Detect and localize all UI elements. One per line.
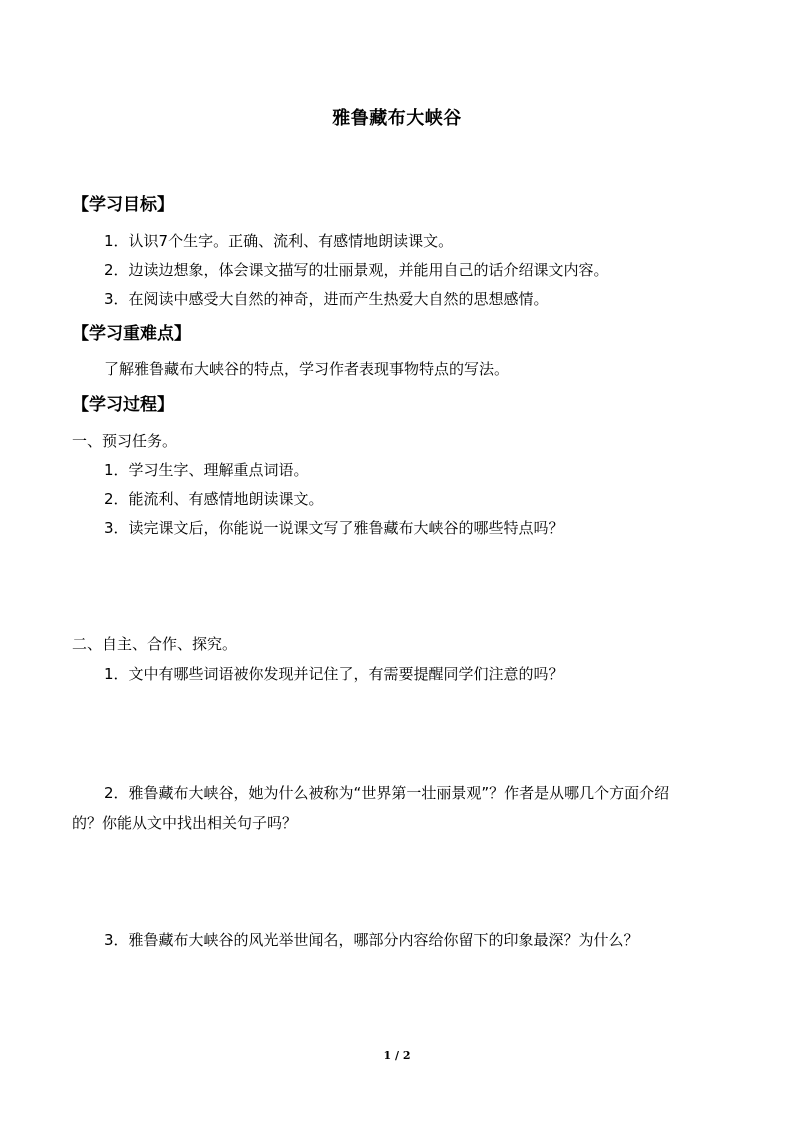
part1-item-1: 1．学习生字、理解重点词语。: [104, 461, 309, 479]
section-heading-goals: 【学习目标】: [72, 195, 174, 215]
key-points-text: 了解雅鲁藏布大峡谷的特点，学习作者表现事物特点的写法。: [104, 360, 510, 378]
part2-question-2-line2: 的？你能从文中找出相关句子吗？: [72, 814, 298, 832]
goal-item-3: 3．在阅读中感受大自然的神奇，进而产生热爱大自然的思想感情。: [104, 290, 549, 308]
part2-title: 二、自主、合作、探究。: [72, 635, 238, 653]
page-number: 1 / 2: [383, 1049, 411, 1062]
section-heading-key-points: 【学习重难点】: [72, 324, 191, 344]
section-heading-process: 【学习过程】: [72, 395, 174, 415]
part1-item-3: 3．读完课文后，你能说一说课文写了雅鲁藏布大峡谷的哪些特点吗？: [104, 519, 564, 537]
goal-item-2: 2．边读边想象，体会课文描写的壮丽景观，并能用自己的话介绍课文内容。: [104, 261, 609, 279]
goal-item-1: 1．认识7个生字。正确、流利、有感情地朗读课文。: [104, 232, 454, 250]
part2-question-3: 3．雅鲁藏布大峡谷的风光举世闻名，哪部分内容给你留下的印象最深？为什么？: [104, 931, 639, 949]
part2-question-2-line1: 2．雅鲁藏布大峡谷，她为什么被称为“世界第一壮丽景观”？作者是从哪几个方面介绍: [104, 784, 670, 802]
part1-title: 一、预习任务。: [72, 432, 178, 450]
part2-question-1: 1．文中有哪些词语被你发现并记住了，有需要提醒同学们注意的吗？: [104, 665, 564, 683]
document-title: 雅鲁藏布大峡谷: [332, 108, 462, 129]
part1-item-2: 2．能流利、有感情地朗读课文。: [104, 490, 324, 508]
